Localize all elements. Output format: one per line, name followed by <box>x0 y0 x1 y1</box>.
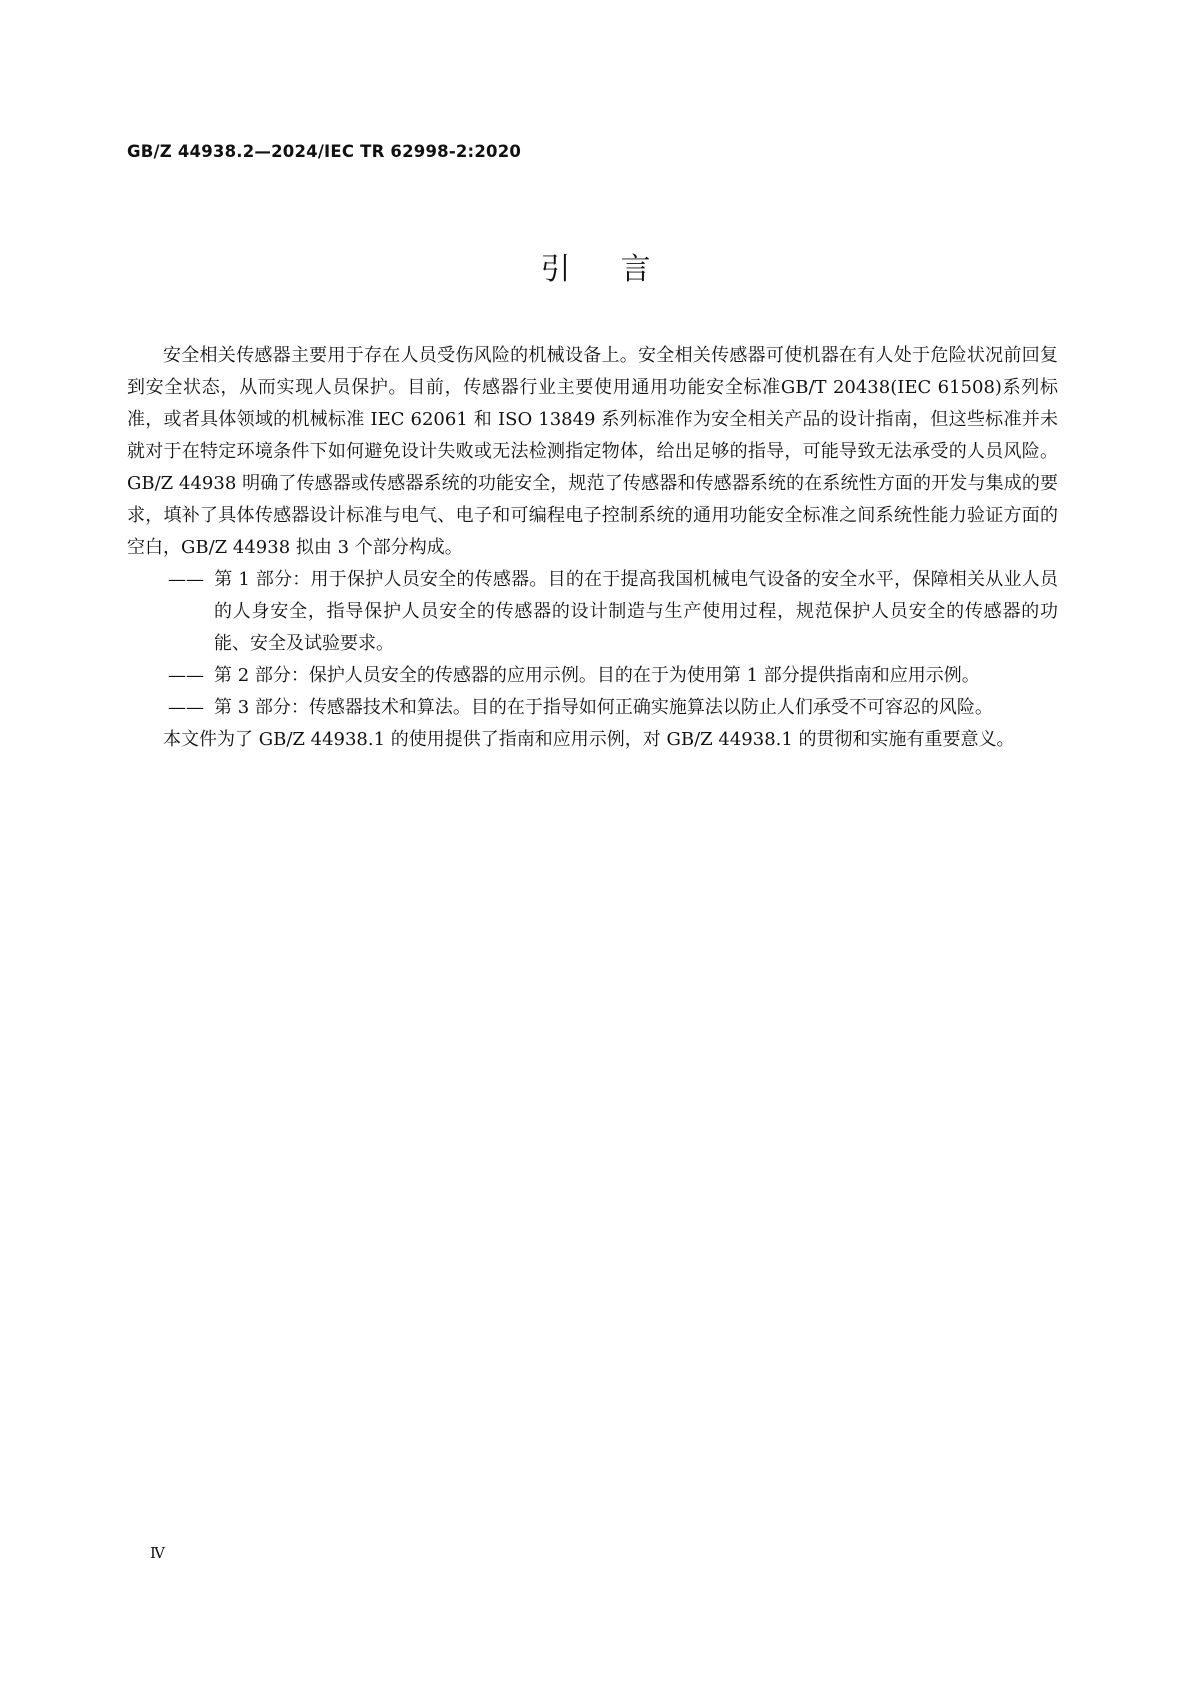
closing-paragraph: 本文件为了 GB/Z 44938.1 的使用提供了指南和应用示例，对 GB/Z 44938.1 的贯彻和实施有重要意义。 <box>163 729 1015 750</box>
part-item-text: 第 3 部分：传感器技术和算法。目的在于指导如何正确实施算法以防止人们承受不可容忍的风险。 <box>214 697 993 718</box>
page-number: Ⅳ <box>150 1544 165 1562</box>
introduction-body <box>127 340 1058 756</box>
part-item-3 <box>127 692 1058 724</box>
dash-marker: —— <box>168 665 204 686</box>
dash-marker: —— <box>168 569 204 590</box>
dash-marker: —— <box>168 697 204 718</box>
part-item-text: 第 2 部分：保护人员安全的传感器的应用示例。目的在于为使用第 1 部分提供指南和应用示例。 <box>214 665 980 686</box>
part-item-text: 第 1 部分：用于保护人员安全的传感器。目的在于提高我国机械电气设备的安全水平，保障相关从业人员的人身安全，指导保护人员安全的传感器的设计制造与生产使用过程，规范保护人员安全的传感器的功能、安全及试验要求。 <box>214 569 1058 654</box>
standard-number-header: GB/Z 44938.2—2024/IEC TR 62998-2:2020 <box>127 142 522 161</box>
section-title: 引言 <box>540 252 701 287</box>
intro-paragraph: 安全相关传感器主要用于存在人员受伤风险的机械设备上。安全相关传感器可使机器在有人处于危险状况前回复到安全状态，从而实现人员保护。目前，传感器行业主要使用通用功能安全标准GB/T 20438(IEC 61508)系列标准，或者具体领域的机械标准 IEC 62061 和 ISO 13849 系列标准作为安全相关产品的设计指南，但这些标准并未就对于在特定环境条件下如何避免设计失败或无法检测指定物体，给出足够的指导，可能导致无法承受的人员风险。GB/Z 44938 明确了传感器或传感器系统的功能安全，规范了传感器和传感器系统的在系统性方面的开发与集成的要求，填补了具体传感器设计标准与电气、电子和可编程电子控制系统的通用功能安全标准之间系统性能力验证方面的空白，GB/Z 44938 拟由 3 个部分构成。 <box>127 345 1058 558</box>
part-item-1 <box>127 564 1058 660</box>
part-item-2 <box>127 660 1058 692</box>
